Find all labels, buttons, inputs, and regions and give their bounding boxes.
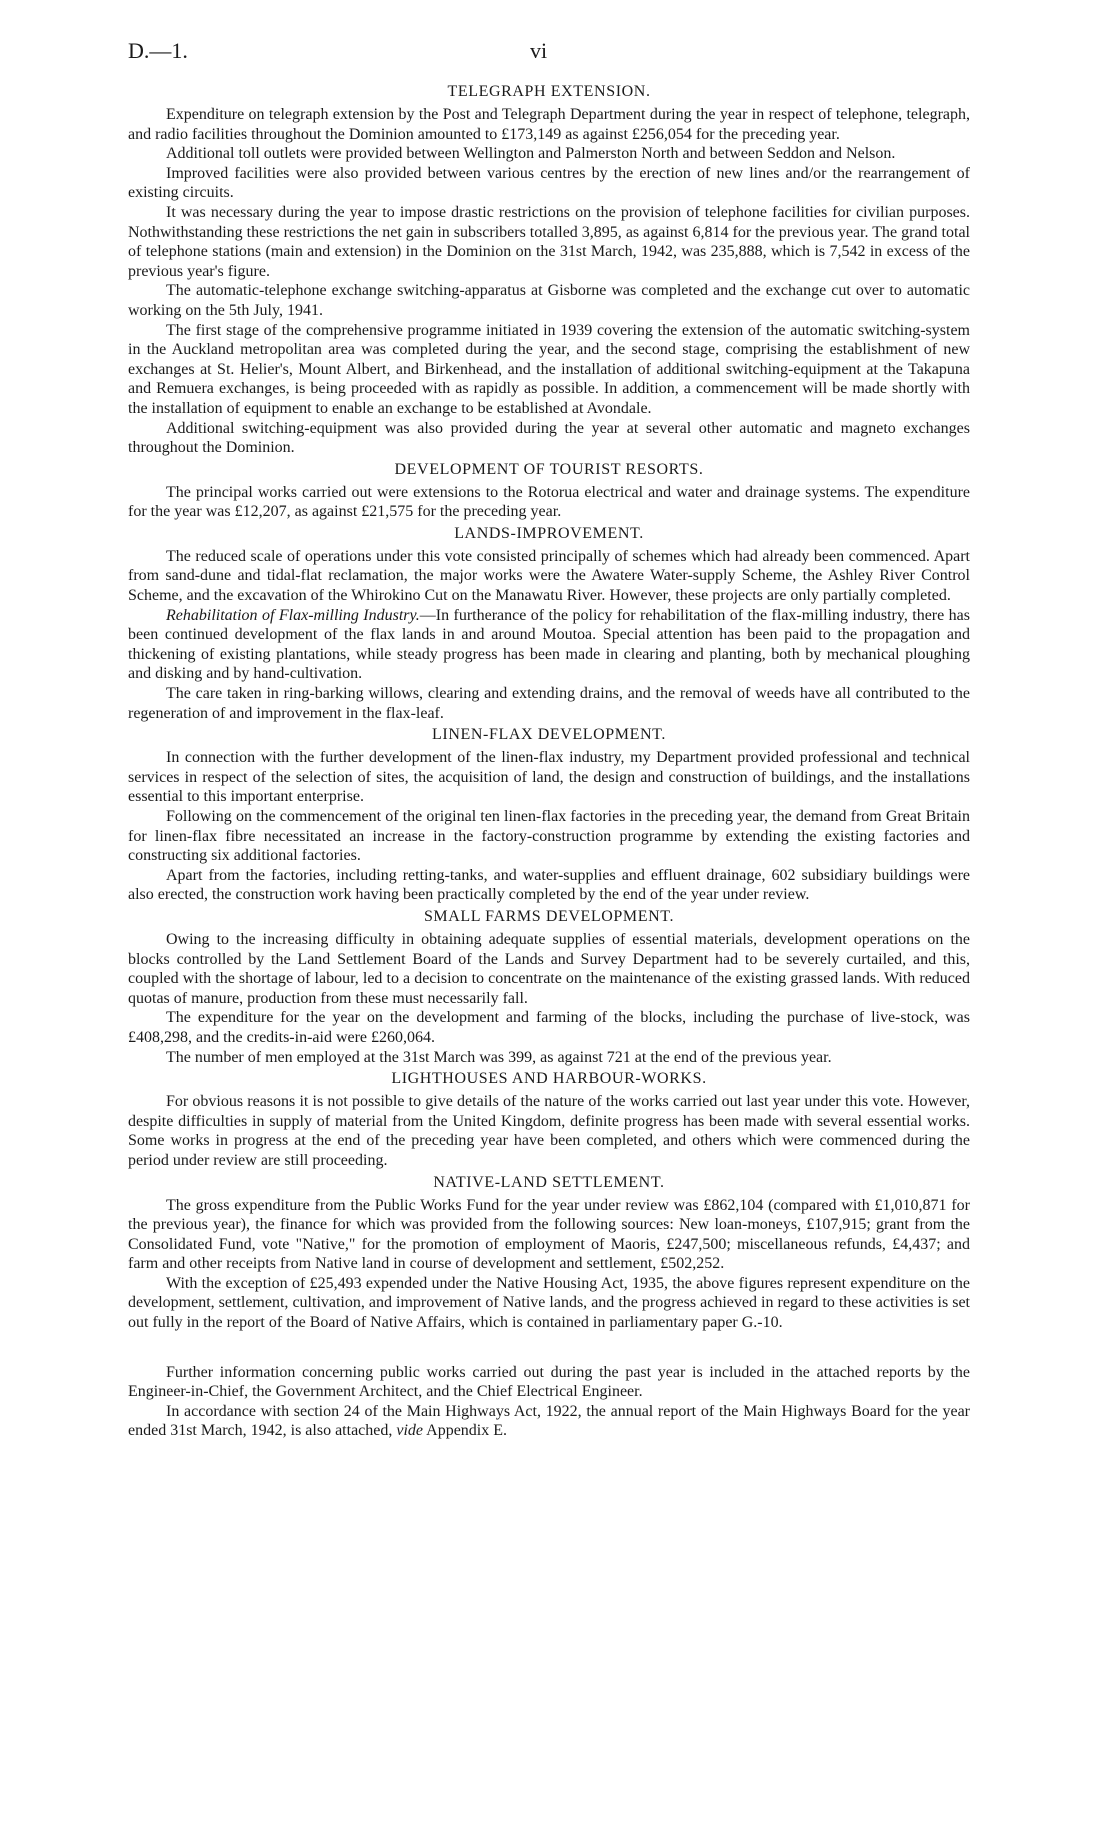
paragraph: The gross expenditure from the Public Works Fund for the year under review was £862,104 (compared with £1,010,871 for the previous year), the finance for which was provided from the following sources: New loan-moneys, £107,915; grant from the Consolidated Fund, vote "Native," for the promotion of employment of Maoris, £247,500; miscellaneous refunds, £4,437; and farm and other receipts from Native land in course of development and settlement, £502,252.: [128, 1196, 970, 1273]
paragraph: In connection with the further development of the linen-flax industry, my Department provided professional and technical services in respect of the selection of sites, the acquisition of land, the design and construction of buildings, and the installations essential to this important enterprise.: [128, 749, 970, 806]
paragraph: Further information concerning public works carried out during the past year is included in the attached reports by the Engineer-in-Chief, the Government Architect, and the Chief Electrical Engineer.: [128, 1363, 970, 1401]
section-heading: DEVELOPMENT OF TOURIST RESORTS.: [394, 460, 704, 478]
paragraph: Apart from the factories, including retting-tanks, and water-supplies and effluent drainage, 602 subsidiary buildings were also erected, the construction work having been practically completed by the end of the year under review.: [128, 866, 970, 904]
paragraph: The expenditure for the year on the development and farming of the blocks, including the purchase of live-stock, was £408,298, and the credits-in-aid were £260,064.: [128, 1009, 970, 1046]
paragraph: Expenditure on telegraph extension by the Post and Telegraph Department during the year in respect of telephone, telegraph, and radio facilities throughout the Dominion amounted to £173,149 as against £256,054 for the preceding year.: [128, 106, 970, 143]
section-tourist-resorts: [128, 460, 970, 522]
paragraph: Following on the commencement of the original ten linen-flax factories in the preceding year, the demand from Great Britain for linen-flax fibre necessitated an increase in the factory-construction programme by extending the existing factories and constructing six additional factories.: [128, 808, 970, 865]
section-closing: [128, 1363, 970, 1441]
paragraph-text: Appendix E.: [423, 1422, 508, 1440]
section-heading: SMALL FARMS DEVELOPMENT.: [423, 907, 675, 925]
paragraph-appendix: [128, 1402, 970, 1441]
section-telegraph-extension: [128, 82, 970, 458]
page-content: [128, 80, 970, 1441]
section-heading: TELEGRAPH EXTENSION.: [447, 83, 651, 100]
paragraph: Owing to the increasing difficulty in obtaining adequate supplies of essential materials, development operations on the blocks controlled by the Land Settlement Board of the Lands and Survey Department had to be severely curtailed, and this, coupled with the shortage of labour, led to a decision to concentrate on the maintenance of the existing grassed lands. With reduced quotas of manure, production from these must necessarily fall.: [128, 930, 970, 1007]
section-heading: LINEN-FLAX DEVELOPMENT.: [432, 726, 666, 744]
paragraph: The care taken in ring-barking willows, clearing and extending drains, and the removal of weeds have all contributed to the regeneration of and improvement in the flax-leaf.: [128, 685, 970, 722]
paragraph: It was necessary during the year to impose drastic restrictions on the provision of telephone facilities for civilian purposes. Nothwithstanding these restrictions the net gain in subscribers totalled 3,895, as against 6,814 for the previous year. The grand total of telephone stations (main and extension) in the Dominion on the 31st March, 1942, was 235,888, which is 7,542 in excess of the previous year's figure.: [128, 203, 970, 280]
section-heading: NATIVE-LAND SETTLEMENT.: [433, 1173, 665, 1191]
page-number: vi: [530, 38, 548, 63]
section-heading: LIGHTHOUSES AND HARBOUR-WORKS.: [391, 1070, 707, 1088]
paragraph: Additional switching-equipment was also provided during the year at several other automatic and magneto exchanges throughout the Dominion.: [128, 419, 970, 457]
paragraph: Improved facilities were also provided between various centres by the erection of new lines and/or the rearrangement of existing circuits.: [128, 164, 970, 202]
italic-word: vide: [396, 1422, 424, 1440]
paragraph: Additional toll outlets were provided between Wellington and Palmerston North and between Seddon and Nelson.: [166, 145, 896, 163]
section-heading: LANDS-IMPROVEMENT.: [454, 524, 644, 542]
paragraph: The number of men employed at the 31st March was 399, as against 721 at the end of the previous year.: [166, 1048, 832, 1066]
paragraph: For obvious reasons it is not possible to give details of the nature of the works carried out last year under this vote. However, despite difficulties in supply of material from the United Kingdom, definite progress has been made with several essential works. Some works in progress at the end of the preceding year have been completed, and others which were commenced during the period under review are still proceeding.: [128, 1093, 970, 1169]
section-lands-improvement: [128, 524, 970, 723]
paragraph-text: —In furtherance of the policy for rehabilitation of the flax-milling industry, there has been continued development of the flax lands in and around Moutoa. Special attention has been paid to the propagation and thickening of existing plantations, while steady progress has been made in clearing and planting, both by mechanical ploughing and disking and by hand-cultivation.: [128, 606, 970, 683]
italic-subheading: Rehabilitation of Flax-milling Industry.: [166, 606, 420, 624]
paragraph: The automatic-telephone exchange switching-apparatus at Gisborne was completed and the exchange cut over to automatic working on the 5th July, 1941.: [128, 282, 970, 319]
paragraph: With the exception of £25,493 expended under the Native Housing Act, 1935, the above figures represent expenditure on the development, settlement, cultivation, and improvement of Native lands, and the progress achieved in regard to these activities is set out fully in the report of the Board of Native Affairs, which is contained in parliamentary paper G.-10.: [128, 1274, 970, 1332]
section-small-farms: [128, 907, 970, 1067]
paragraph: The first stage of the comprehensive programme initiated in 1939 covering the extension of the automatic switching-system in the Auckland metropolitan area was completed during the year, and the second stage, comprising the establishment of new exchanges at St. Helier's, Mount Albert, and Birkenhead, and the installation of additional switching-equipment at the Takapuna and Remuera exchanges, is being proceeded with as rapidly as possible. In addition, a commencement will be made shortly with the installation of equipment to enable an exchange to be established at Avondale.: [128, 321, 970, 417]
paragraph: The principal works carried out were extensions to the Rotorua electrical and water and drainage systems. The expenditure for the year was £12,207, as against £21,575 for the preceding year.: [128, 483, 970, 521]
document-code: D.—1.: [128, 38, 188, 63]
paragraph: The reduced scale of operations under this vote consisted principally of schemes which had already been commenced. Apart from sand-dune and tidal-flat reclamation, the major works were the Awatere Water-supply Scheme, the Ashley River Control Scheme, and the excavation of the Whirokino Cut on the Manawatu River. However, these projects are only partially completed.: [128, 547, 970, 605]
section-lighthouses: [128, 1069, 970, 1170]
section-linen-flax: [128, 725, 970, 905]
section-native-land: [128, 1173, 970, 1333]
paragraph-flax-rehabilitation: [128, 606, 970, 684]
spacer: [128, 1333, 970, 1363]
paragraph-text: In accordance with section 24 of the Main Highways Act, 1922, the annual report of the Main Highways Board for the year ended 31st March, 1942, is also attached,: [128, 1402, 970, 1440]
